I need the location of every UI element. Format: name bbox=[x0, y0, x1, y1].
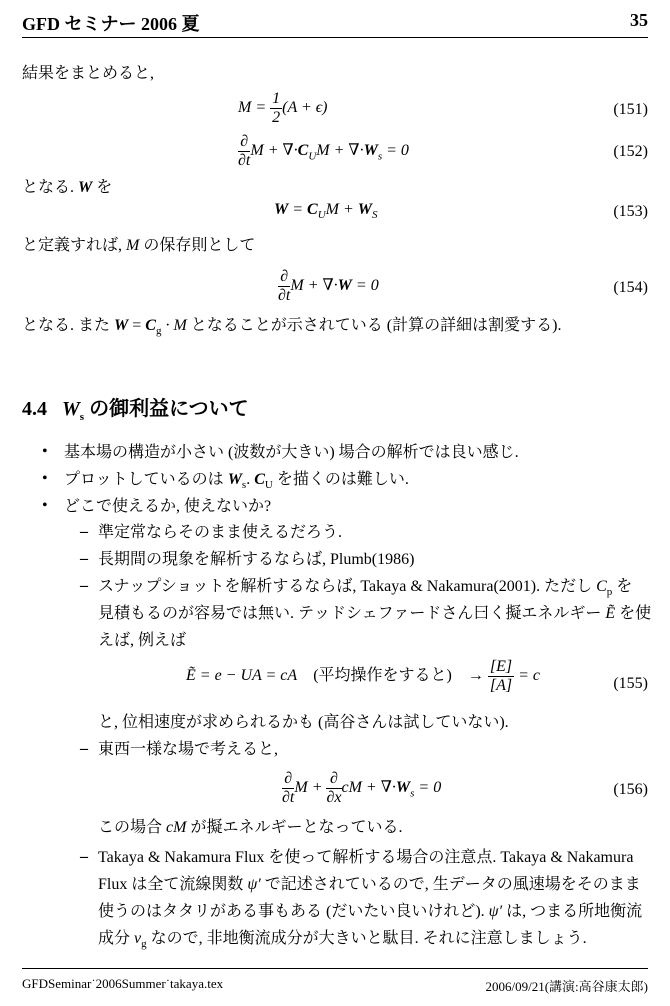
eq-term: M + ∇· bbox=[250, 142, 298, 160]
symbol-v: v bbox=[134, 930, 142, 947]
equation-number: (152) bbox=[613, 143, 648, 160]
dash-marker: – bbox=[80, 523, 88, 540]
footer-rule bbox=[22, 968, 648, 969]
dash-marker: – bbox=[80, 848, 88, 865]
equation-number: (155) bbox=[613, 675, 648, 692]
symbol-psi: ψ′ bbox=[488, 903, 503, 920]
list-item: 準定常ならそのまま使えるだろう. bbox=[98, 524, 343, 541]
equation-155 bbox=[186, 658, 540, 695]
list-item bbox=[64, 470, 409, 495]
list-item: Takaya & Nakamura Flux を使って解析する場合の注意点. Takaya & Nakamura bbox=[98, 849, 634, 866]
section-heading bbox=[22, 392, 249, 423]
symbol-M: M bbox=[126, 237, 140, 254]
vector-W: W bbox=[78, 179, 93, 196]
frac-den: ∂x bbox=[326, 789, 342, 806]
text: は, つまる所地衡流 bbox=[502, 903, 643, 920]
section-title: の御利益について bbox=[84, 398, 249, 420]
list-item-continued bbox=[98, 875, 641, 895]
eq-rhs: (A + ϵ) bbox=[282, 99, 328, 117]
subscript: g bbox=[141, 938, 147, 951]
text: この場合 bbox=[98, 819, 167, 836]
eq-term: cM + ∇· bbox=[341, 779, 396, 797]
equation-154 bbox=[278, 268, 379, 305]
section-number: 4.4 bbox=[22, 398, 47, 420]
vector-W: W bbox=[114, 317, 129, 334]
eq-term: = 0 bbox=[382, 142, 409, 160]
vector-W: W bbox=[357, 201, 373, 218]
frac-den: ∂t bbox=[278, 287, 291, 304]
vector-W: W bbox=[395, 779, 411, 797]
footer-filename: GFDSeminar˙2006Summer˙takaya.tex bbox=[22, 976, 224, 991]
text: . bbox=[246, 471, 255, 488]
list-item bbox=[98, 577, 632, 602]
subscript: S bbox=[372, 209, 378, 222]
text: となる. また bbox=[22, 317, 115, 334]
vector-W: W bbox=[62, 398, 80, 420]
text: となることが示されている (計算の詳細は割愛する). bbox=[186, 317, 562, 334]
vector-C: C bbox=[307, 201, 318, 218]
eq-lhs: Ẽ = e − UA = cA bbox=[186, 667, 298, 685]
bullet-marker: • bbox=[42, 443, 48, 460]
eq-term: = bbox=[288, 201, 308, 218]
subscript: s bbox=[79, 411, 85, 423]
subscript: U bbox=[264, 479, 273, 492]
frac-den: [A] bbox=[489, 677, 513, 694]
paragraph: と, 位相速度が求められるかも (高谷さんは試していない). bbox=[98, 714, 509, 731]
symbol-C: C bbox=[596, 578, 607, 595]
equation-156 bbox=[282, 770, 441, 807]
text: 成分 bbox=[98, 930, 135, 947]
text: スナップショットを解析するならば, Takaya & Nakamura(2001). ただし bbox=[98, 578, 597, 595]
eq-term: M + bbox=[294, 779, 327, 797]
frac-num: ∂ bbox=[278, 268, 290, 287]
header-title: GFD セミナー 2006 夏 bbox=[22, 14, 200, 34]
frac-den: ∂t bbox=[238, 152, 251, 169]
bullet-marker: • bbox=[42, 497, 48, 514]
paragraph bbox=[22, 316, 561, 341]
text: Flux は全て流線関数 bbox=[98, 876, 248, 893]
text: の保存則として bbox=[139, 237, 256, 254]
list-item-continued bbox=[98, 902, 642, 922]
equation-152 bbox=[238, 133, 409, 170]
dash-marker: – bbox=[80, 577, 88, 594]
vector-W: W bbox=[337, 277, 352, 295]
frac-den: ∂t bbox=[282, 789, 295, 806]
text: を bbox=[92, 179, 113, 196]
vector-W: W bbox=[274, 201, 289, 218]
equation-number: (154) bbox=[613, 279, 648, 296]
vector-C: C bbox=[297, 142, 309, 160]
list-item-continued: えば, 例えば bbox=[98, 632, 187, 649]
frac-num: ∂ bbox=[326, 770, 341, 789]
subscript: p bbox=[606, 586, 613, 599]
vector-C: C bbox=[254, 471, 265, 488]
text: 使うのはタタリがある事もある (だいたい良いけれど). bbox=[98, 903, 489, 920]
subscript: s bbox=[241, 479, 247, 492]
eq-term: = 0 bbox=[351, 277, 379, 295]
list-item: 基本場の構造が小さい (波数が大きい) 場合の解析では良い感じ. bbox=[64, 444, 519, 461]
text: が擬エネルギーとなっている. bbox=[186, 819, 403, 836]
text: 見積もるのが容易では無い. テッドシェファードさん曰く擬エネルギー bbox=[98, 605, 606, 622]
equation-number: (151) bbox=[613, 101, 648, 118]
text: を bbox=[612, 578, 633, 595]
list-item: 東西一様な場で考えると, bbox=[98, 741, 279, 758]
frac-num: 1 bbox=[272, 90, 281, 107]
list-item-continued bbox=[98, 929, 587, 954]
text: なので, 非地衡流成分が大きいと駄目. それに注意しましょう. bbox=[146, 930, 587, 947]
paragraph bbox=[22, 178, 112, 198]
text: を描くのは難しい. bbox=[272, 471, 409, 488]
text: · M bbox=[161, 317, 187, 334]
subscript: g bbox=[155, 325, 162, 338]
eq-term: M + ∇· bbox=[316, 142, 364, 160]
bullet-marker: • bbox=[42, 470, 48, 487]
subscript: U bbox=[308, 150, 317, 163]
subscript: s bbox=[377, 150, 383, 163]
eq-paren: (平均操作をすると) bbox=[313, 667, 452, 685]
frac-num: ∂ bbox=[282, 770, 294, 789]
frac-num: [E] bbox=[489, 658, 513, 675]
paragraph bbox=[22, 236, 255, 256]
text: を使 bbox=[615, 605, 652, 622]
paragraph bbox=[98, 818, 402, 838]
subscript: U bbox=[317, 209, 326, 222]
eq-lhs: M = bbox=[238, 99, 267, 117]
equation-number: (153) bbox=[613, 203, 648, 220]
paragraph: 結果をまとめると, bbox=[22, 65, 155, 82]
footer-date: 2006/09/21(講演:高谷康太郎) bbox=[485, 979, 648, 994]
list-item: どこで使えるか, 使えないか? bbox=[64, 498, 272, 515]
text: で記述されているので, 生データの風速場をそのまま bbox=[260, 876, 641, 893]
header-rule bbox=[22, 37, 648, 38]
vector-W: W bbox=[227, 471, 242, 488]
list-item-continued bbox=[98, 604, 651, 624]
dash-marker: – bbox=[80, 740, 88, 757]
frac-den: 2 bbox=[272, 109, 281, 126]
text: となる. bbox=[22, 179, 79, 196]
frac-num: ∂ bbox=[238, 133, 250, 152]
symbol-E: Ẽ bbox=[605, 605, 616, 622]
eq-term: = 0 bbox=[414, 779, 442, 797]
eq-term: M + ∇· bbox=[290, 277, 338, 295]
text: プロットしているのは bbox=[64, 471, 228, 488]
equation-151 bbox=[238, 90, 328, 127]
equation-number: (156) bbox=[613, 781, 648, 798]
subscript: s bbox=[410, 787, 415, 800]
list-item: 長期間の現象を解析するならば, Plumb(1986) bbox=[98, 551, 415, 568]
vector-C: C bbox=[145, 317, 156, 334]
text: = bbox=[128, 317, 146, 334]
vector-W: W bbox=[363, 142, 378, 160]
eq-rhs: = c bbox=[518, 667, 540, 685]
arrow: → bbox=[467, 667, 484, 685]
symbol-psi: ψ′ bbox=[247, 876, 261, 893]
eq-term: M + bbox=[325, 201, 358, 218]
text: と定義すれば, bbox=[22, 237, 127, 254]
equation-153 bbox=[274, 201, 378, 221]
page-number: 35 bbox=[630, 10, 648, 30]
symbol-cM: cM bbox=[166, 819, 187, 836]
dash-marker: – bbox=[80, 550, 88, 567]
